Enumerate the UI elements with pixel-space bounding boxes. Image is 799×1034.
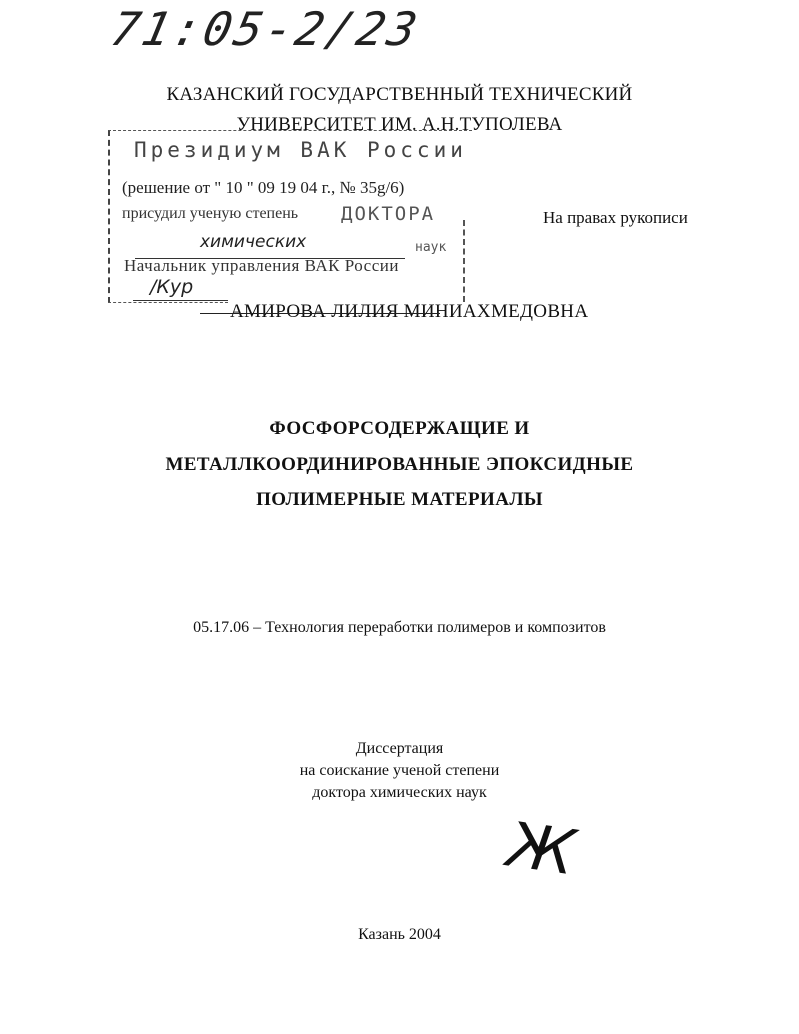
dissertation-line-1: Диссертация	[355, 740, 444, 757]
title-line-2: МЕТАЛЛКООРДИНИРОВАННЫЕ ЭПОКСИДНЫЕ	[165, 454, 634, 475]
stamp-border	[463, 220, 465, 302]
stamp-sign-line	[133, 300, 228, 301]
university-line-2: УНИВЕРСИТЕТ ИМ. А.Н.ТУПОЛЕВА	[236, 114, 563, 135]
university-line-1: КАЗАНСКИЙ ГОСУДАРСТВЕННЫЙ ТЕХНИЧЕСКИЙ	[166, 84, 633, 105]
stamp-sciences: наук	[415, 240, 447, 255]
stamp-decision: (решение от " 10 " 09 19 04 г., № 35g/6)	[122, 178, 405, 197]
stamp-head: Начальник управления ВАК России	[124, 256, 399, 275]
stamp-signature: /Кур	[150, 276, 194, 298]
strike-line	[200, 313, 440, 314]
stamp-awarded: присудил ученую степень	[122, 205, 299, 222]
signature-mark: Ж	[503, 807, 580, 890]
stamp-border	[108, 302, 228, 303]
specialty: 05.17.06 – Технология переработки полимеров и композитов	[193, 619, 606, 636]
title-line-3: ПОЛИМЕРНЫЕ МАТЕРИАЛЫ	[256, 489, 543, 510]
dissertation-line-3: доктора химических наук	[312, 784, 487, 801]
rights-note: На правах рукописи	[543, 208, 688, 227]
stamp-degree: ДОКТОРА	[341, 203, 436, 225]
title-line-1: ФОСФОРСОДЕРЖАЩИЕ И	[269, 418, 530, 439]
stamp-field: химических	[200, 232, 307, 252]
dissertation-line-2: на соискание ученой степени	[299, 762, 500, 779]
author-name: АМИРОВА ЛИЛИЯ МИНИАХМЕДОВНА	[230, 301, 589, 322]
archive-number: 71:05-2/23	[106, 2, 425, 56]
city-year: Казань 2004	[358, 926, 441, 943]
stamp-title: Президиум ВАК России	[134, 138, 467, 162]
